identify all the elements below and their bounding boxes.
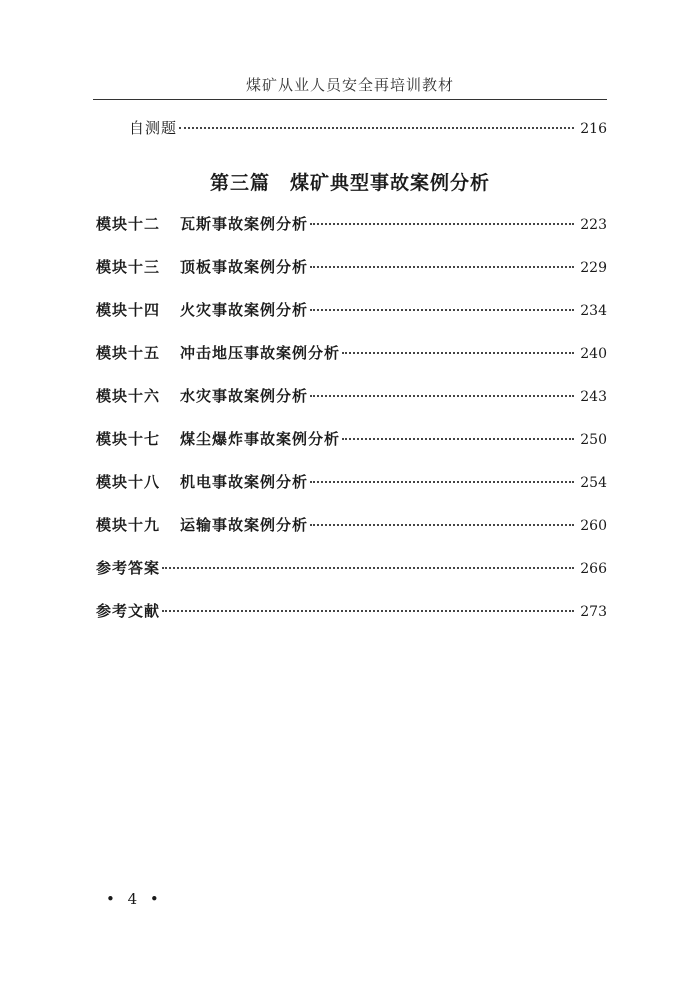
- part-name: 煤矿典型事故案例分析: [290, 172, 491, 194]
- toc-entry-module: 模块十九: [96, 516, 161, 534]
- toc-entry-title: 冲击地压事故案例分析: [180, 344, 341, 362]
- toc-entry-module: 模块十五: [96, 344, 161, 362]
- dot-leader: [342, 352, 574, 354]
- page-number: • 4 •: [106, 890, 163, 908]
- part-title: [0, 168, 700, 195]
- toc-entry-page: 273: [580, 604, 607, 620]
- part-number: 第三篇: [209, 172, 270, 194]
- toc-entry-page: 243: [580, 389, 607, 405]
- dot-leader: [179, 127, 574, 129]
- toc-entry-label: 参考文献: [96, 602, 161, 620]
- dot-leader: [310, 524, 574, 526]
- toc-entry-module-13[interactable]: [96, 256, 607, 278]
- toc-entry-title: 火灾事故案例分析: [180, 301, 309, 319]
- toc-entry-module-16[interactable]: [96, 385, 607, 407]
- toc-entry-title: 水灾事故案例分析: [180, 387, 309, 405]
- toc-entry-page: 223: [580, 217, 607, 233]
- toc-entry-title: 煤尘爆炸事故案例分析: [180, 430, 341, 448]
- toc-entry-module-19[interactable]: [96, 514, 607, 536]
- toc-entry-module-18[interactable]: [96, 471, 607, 493]
- toc-entry-label: 自测题: [129, 119, 178, 137]
- toc-entry-module-12[interactable]: [96, 213, 607, 235]
- toc-entry-references[interactable]: [96, 600, 607, 622]
- dot-leader: [162, 610, 574, 612]
- toc-entry-module-15[interactable]: [96, 342, 607, 364]
- toc-entry-module: 模块十八: [96, 473, 161, 491]
- dot-leader: [310, 223, 574, 225]
- toc-entry-module: 模块十三: [96, 258, 161, 276]
- toc-entry-page: 240: [580, 346, 607, 362]
- toc-entry-page: 229: [580, 260, 607, 276]
- toc-entry-module: 模块十二: [96, 215, 161, 233]
- toc-entry-title: 机电事故案例分析: [180, 473, 309, 491]
- dot-leader: [310, 309, 574, 311]
- toc-entry-page: 254: [580, 475, 607, 491]
- running-header: 煤矿从业人员安全再培训教材: [245, 76, 454, 94]
- toc-entry-label: 参考答案: [96, 559, 161, 577]
- toc-entry-page: 216: [580, 121, 607, 137]
- toc-entry-module: 模块十七: [96, 430, 161, 448]
- toc-entry-module-17[interactable]: [96, 428, 607, 450]
- toc-entry-answers[interactable]: [96, 557, 607, 579]
- dot-leader: [342, 438, 574, 440]
- dot-leader: [310, 481, 574, 483]
- toc-entry-page: 250: [580, 432, 607, 448]
- toc-entry-module: 模块十六: [96, 387, 161, 405]
- toc-entry-self-test[interactable]: [129, 117, 607, 139]
- dot-leader: [162, 567, 574, 569]
- toc-entry-module: 模块十四: [96, 301, 161, 319]
- toc-entry-page: 234: [580, 303, 607, 319]
- dot-leader: [310, 395, 574, 397]
- toc-entry-title: 顶板事故案例分析: [180, 258, 309, 276]
- toc-entry-module-14[interactable]: [96, 299, 607, 321]
- dot-leader: [310, 266, 574, 268]
- toc-entry-page: 266: [580, 561, 607, 577]
- toc-entry-title: 运输事故案例分析: [180, 516, 309, 534]
- toc-entry-title: 瓦斯事故案例分析: [180, 215, 309, 233]
- toc-entry-page: 260: [580, 518, 607, 534]
- header-rule: [93, 99, 607, 100]
